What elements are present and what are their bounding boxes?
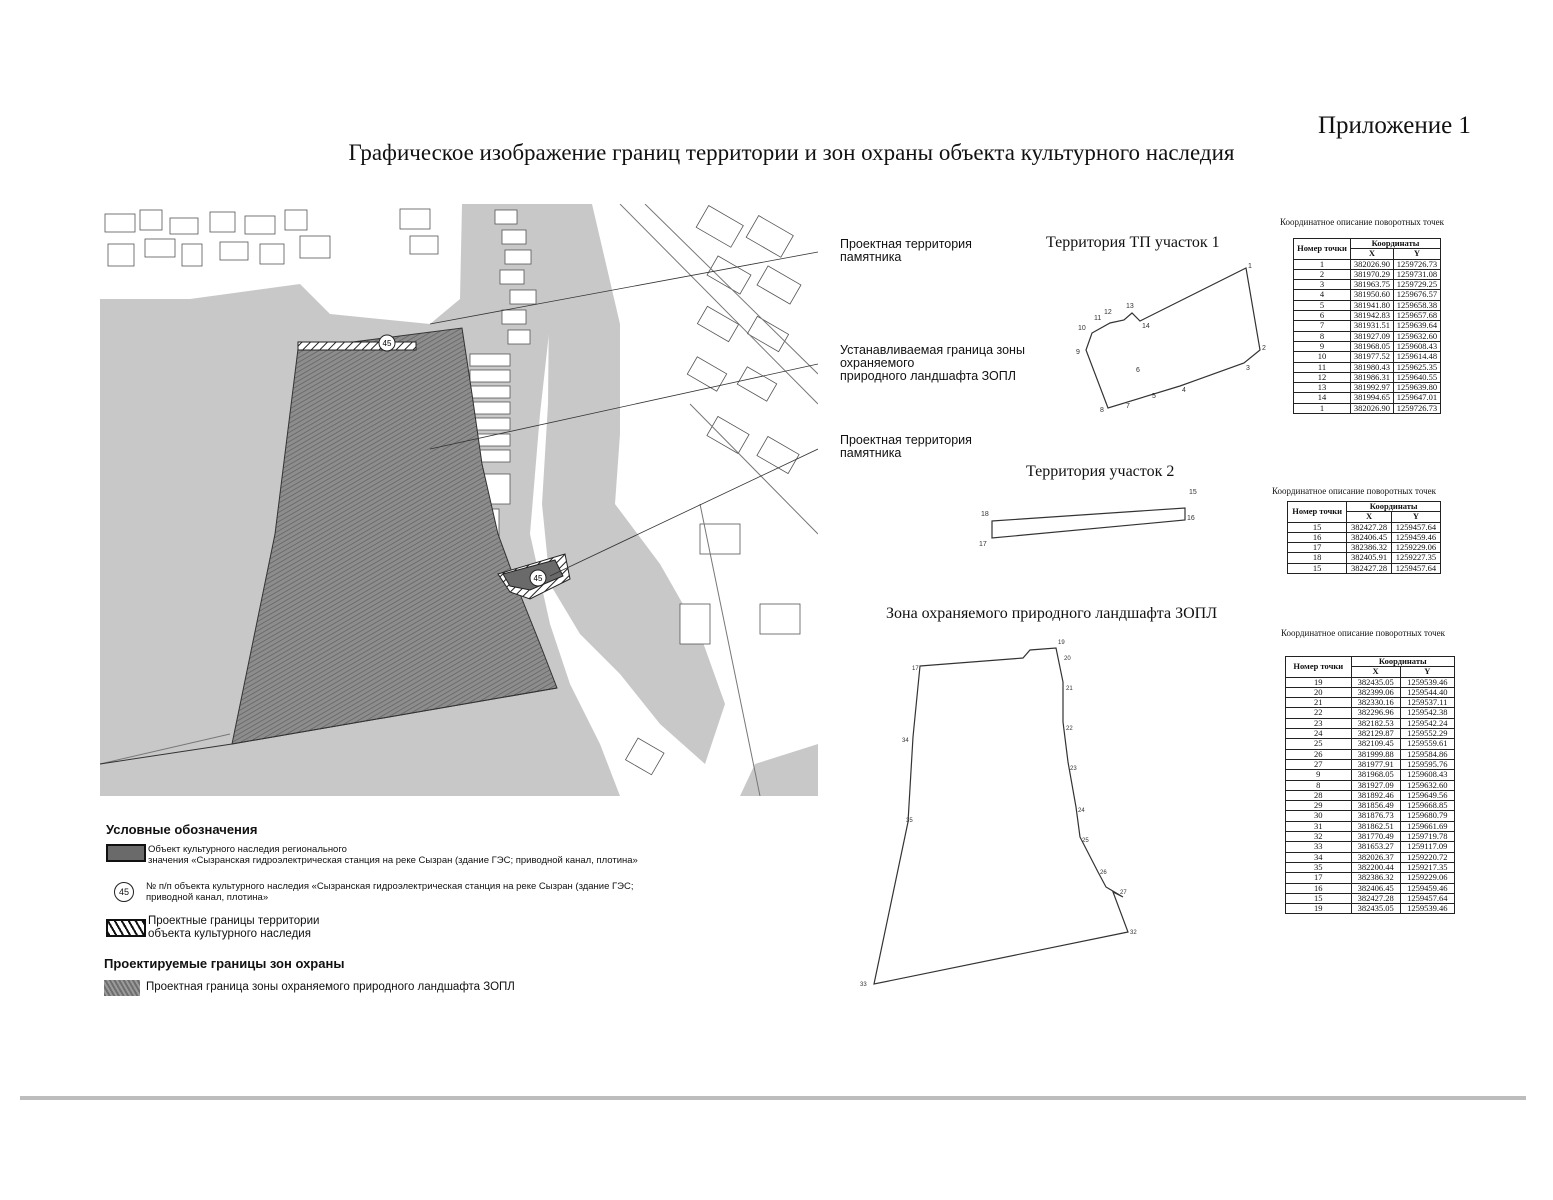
- table-row: [1294, 300, 1441, 310]
- point-number: 30: [1286, 811, 1352, 821]
- coord-y: 1259544.40: [1400, 687, 1454, 697]
- callout-zopl-boundary: Устанавливаемая граница зоны охраняемого природного ландшафта ЗОПЛ: [840, 343, 1025, 383]
- svg-text:10: 10: [1078, 325, 1086, 332]
- coord-y: 1259595.76: [1400, 759, 1454, 769]
- coord-x: 382406.45: [1347, 532, 1392, 542]
- coord-x: 381992.97: [1351, 383, 1394, 393]
- point-number: 16: [1286, 883, 1352, 893]
- svg-text:18: 18: [981, 511, 989, 518]
- coord-y: 1259457.64: [1391, 563, 1440, 573]
- coord-x: 381977.91: [1351, 759, 1400, 769]
- svg-text:25: 25: [1082, 838, 1089, 844]
- table-row: [1288, 553, 1441, 563]
- table-row: [1294, 321, 1441, 331]
- point-number: 9: [1294, 341, 1351, 351]
- coord-y: 1259559.61: [1400, 739, 1454, 749]
- plot1-title: Территория ТП участок 1: [1046, 234, 1220, 251]
- coord-y: 1259457.64: [1391, 522, 1440, 532]
- coord-x: 381653.27: [1351, 842, 1400, 852]
- table-row: [1294, 331, 1441, 341]
- point-number: 19: [1286, 677, 1352, 687]
- point-number: 8: [1286, 780, 1352, 790]
- coord-y: 1259459.46: [1400, 883, 1454, 893]
- coord-y: 1259584.86: [1400, 749, 1454, 759]
- table-row: [1286, 780, 1455, 790]
- plot3-title: Зона охраняемого природного ландшафта ЗОПЛ: [886, 605, 1218, 622]
- svg-text:45: 45: [382, 339, 392, 348]
- svg-text:33: 33: [860, 982, 867, 988]
- coord-y: 1259726.73: [1393, 403, 1440, 413]
- coord-y: 1259459.46: [1391, 532, 1440, 542]
- coord-x: 382435.05: [1351, 677, 1400, 687]
- coord-x: 382109.45: [1351, 739, 1400, 749]
- svg-text:11: 11: [1094, 315, 1102, 322]
- table-row: [1286, 832, 1455, 842]
- point-number: 6: [1294, 311, 1351, 321]
- plot2-title: Территория участок 2: [1026, 463, 1175, 480]
- table-header-y: Y: [1391, 512, 1440, 522]
- coord-y: 1259680.79: [1400, 811, 1454, 821]
- table-row: [1288, 532, 1441, 542]
- svg-text:15: 15: [1189, 489, 1197, 496]
- table-header-number: Номер точки: [1286, 657, 1352, 678]
- coord-x: 381968.05: [1351, 770, 1400, 780]
- table-header-coords: Координаты: [1351, 657, 1454, 667]
- coord-y: 1259657.68: [1393, 311, 1440, 321]
- legend-item-object: Объект культурного наследия регионального значения «Сызранская гидроэлектрическая станция на реке Сызран (здание ГЭС; приводной канал, плотина»: [148, 844, 638, 866]
- coord-x: 381994.65: [1351, 393, 1394, 403]
- point-number: 24: [1286, 729, 1352, 739]
- legend-item-project-territory: Проектные границы территории объекта культурного наследия: [148, 915, 320, 940]
- coord-y: 1259731.08: [1393, 269, 1440, 279]
- point-number: 2: [1294, 269, 1351, 279]
- coord-x: 382427.28: [1351, 893, 1400, 903]
- page-bottom-rule: [20, 1096, 1526, 1100]
- coord-x: 381892.46: [1351, 790, 1400, 800]
- coord-x: 382427.28: [1347, 522, 1392, 532]
- svg-text:24: 24: [1078, 808, 1085, 814]
- point-number: 21: [1286, 698, 1352, 708]
- table-row: [1288, 563, 1441, 573]
- coord-y: 1259719.78: [1400, 832, 1454, 842]
- project-territory-strip: [298, 342, 416, 350]
- coord-x: 382427.28: [1347, 563, 1392, 573]
- point-number: 23: [1286, 718, 1352, 728]
- coord-y: 1259220.72: [1400, 852, 1454, 862]
- coord-x: 381963.75: [1351, 280, 1394, 290]
- coord-x: 382026.90: [1351, 403, 1394, 413]
- point-number: 17: [1288, 543, 1347, 553]
- table-row: [1294, 393, 1441, 403]
- point-number: 1: [1294, 259, 1351, 269]
- coord-y: 1259539.46: [1400, 904, 1454, 914]
- point-number: 18: [1288, 553, 1347, 563]
- coord-y: 1259729.25: [1393, 280, 1440, 290]
- legend-subheading: Проектируемые границы зон охраны: [104, 956, 345, 971]
- coord-y: 1259639.80: [1393, 383, 1440, 393]
- coord-y: 1259217.35: [1400, 862, 1454, 872]
- table-row: [1294, 311, 1441, 321]
- point-number: 22: [1286, 708, 1352, 718]
- coord-y: 1259537.11: [1400, 698, 1454, 708]
- coord-x: 382405.91: [1347, 553, 1392, 563]
- svg-text:13: 13: [1126, 303, 1134, 310]
- coord-x: 382296.96: [1351, 708, 1400, 718]
- coords-table-1: [1293, 238, 1441, 414]
- svg-text:4: 4: [1182, 387, 1186, 394]
- coords-table-3: [1285, 656, 1455, 914]
- coord-x: 382026.37: [1351, 852, 1400, 862]
- coord-y: 1259227.35: [1391, 553, 1440, 563]
- table-row: [1286, 873, 1455, 883]
- table-row: [1294, 362, 1441, 372]
- svg-text:17: 17: [912, 666, 919, 672]
- table-row: [1286, 718, 1455, 728]
- table-row: [1286, 729, 1455, 739]
- svg-text:21: 21: [1066, 686, 1073, 692]
- svg-text:17: 17: [979, 541, 987, 548]
- coord-x: 382200.44: [1351, 862, 1400, 872]
- table-row: [1294, 280, 1441, 290]
- svg-text:20: 20: [1064, 656, 1071, 662]
- coord-x: 381968.05: [1351, 341, 1394, 351]
- legend-swatch-zopl: [104, 980, 140, 996]
- coord-y: 1259676.57: [1393, 290, 1440, 300]
- coord-x: 381986.31: [1351, 372, 1394, 382]
- table2-body: [1288, 522, 1441, 573]
- legend-swatch-project-territory: [106, 919, 146, 937]
- point-number: 28: [1286, 790, 1352, 800]
- coord-x: 382435.05: [1351, 904, 1400, 914]
- table-row: [1286, 770, 1455, 780]
- table-row: [1286, 739, 1455, 749]
- cadastral-map: [100, 204, 818, 796]
- coord-y: 1259658.38: [1393, 300, 1440, 310]
- table-row: [1288, 543, 1441, 553]
- point-number: 15: [1286, 893, 1352, 903]
- plot1-outline: [1070, 258, 1270, 418]
- coord-y: 1259649.56: [1400, 790, 1454, 800]
- table-row: [1294, 290, 1441, 300]
- point-number: 13: [1294, 383, 1351, 393]
- coord-x: 381862.51: [1351, 821, 1400, 831]
- coord-x: 382026.90: [1351, 259, 1394, 269]
- coord-x: 382129.87: [1351, 729, 1400, 739]
- svg-text:34: 34: [902, 738, 909, 744]
- table-row: [1286, 852, 1455, 862]
- legend-swatch-object: [106, 844, 146, 862]
- table3-body: [1286, 677, 1455, 914]
- point-number: 15: [1288, 522, 1347, 532]
- table-row: [1286, 677, 1455, 687]
- callout-project-territory-1: Проектная территория памятника: [840, 237, 972, 264]
- table-header-x: X: [1351, 667, 1400, 677]
- point-number: 34: [1286, 852, 1352, 862]
- appendix-label: Приложение 1: [1318, 112, 1471, 139]
- table-row: [1286, 687, 1455, 697]
- coord-y: 1259625.35: [1393, 362, 1440, 372]
- table-row: [1294, 403, 1441, 413]
- table-row: [1294, 341, 1441, 351]
- table-header-y: Y: [1393, 249, 1440, 259]
- coord-y: 1259117.09: [1400, 842, 1454, 852]
- table-row: [1294, 383, 1441, 393]
- coord-y: 1259229.06: [1391, 543, 1440, 553]
- coord-x: 381950.60: [1351, 290, 1394, 300]
- svg-text:12: 12: [1104, 309, 1112, 316]
- coord-x: 381927.09: [1351, 331, 1394, 341]
- coord-y: 1259457.64: [1400, 893, 1454, 903]
- svg-text:7: 7: [1126, 403, 1130, 410]
- table-row: [1286, 759, 1455, 769]
- svg-text:8: 8: [1100, 407, 1104, 414]
- table2-caption: Координатное описание поворотных точек: [1272, 486, 1437, 496]
- coord-y: 1259608.43: [1393, 341, 1440, 351]
- point-number: 8: [1294, 331, 1351, 341]
- coord-y: 1259632.60: [1393, 331, 1440, 341]
- coord-x: 381970.29: [1351, 269, 1394, 279]
- table-header-x: X: [1347, 512, 1392, 522]
- point-number: 33: [1286, 842, 1352, 852]
- table1-body: [1294, 259, 1441, 413]
- point-number: 25: [1286, 739, 1352, 749]
- legend-item-zopl: Проектная граница зоны охраняемого природного ландшафта ЗОПЛ: [146, 981, 515, 993]
- coord-y: 1259632.60: [1400, 780, 1454, 790]
- table-row: [1286, 862, 1455, 872]
- point-number: 7: [1294, 321, 1351, 331]
- table-row: [1286, 883, 1455, 893]
- point-number: 1: [1294, 403, 1351, 413]
- point-number: 19: [1286, 904, 1352, 914]
- svg-text:6: 6: [1136, 367, 1140, 374]
- svg-text:1: 1: [1248, 263, 1252, 270]
- callout-project-territory-2: Проектная территория памятника: [840, 433, 972, 460]
- plot3-outline: [858, 632, 1158, 992]
- coord-x: 382406.45: [1351, 883, 1400, 893]
- svg-text:23: 23: [1070, 766, 1077, 772]
- coord-y: 1259539.46: [1400, 677, 1454, 687]
- point-number: 15: [1288, 563, 1347, 573]
- coord-x: 381980.43: [1351, 362, 1394, 372]
- table-row: [1294, 259, 1441, 269]
- coord-x: 381876.73: [1351, 811, 1400, 821]
- coord-x: 382386.32: [1351, 873, 1400, 883]
- table-row: [1286, 842, 1455, 852]
- table-row: [1294, 269, 1441, 279]
- coord-x: 382386.32: [1347, 543, 1392, 553]
- svg-text:32: 32: [1130, 930, 1137, 936]
- coord-y: 1259640.55: [1393, 372, 1440, 382]
- svg-text:35: 35: [906, 818, 913, 824]
- svg-text:16: 16: [1187, 515, 1195, 522]
- point-number: 32: [1286, 832, 1352, 842]
- point-number: 12: [1294, 372, 1351, 382]
- coord-y: 1259647.01: [1393, 393, 1440, 403]
- coord-y: 1259542.38: [1400, 708, 1454, 718]
- svg-text:26: 26: [1100, 870, 1107, 876]
- table-row: [1286, 801, 1455, 811]
- table-header-x: X: [1351, 249, 1394, 259]
- point-number: 27: [1286, 759, 1352, 769]
- point-number: 26: [1286, 749, 1352, 759]
- table-row: [1286, 708, 1455, 718]
- table-row: [1286, 790, 1455, 800]
- coord-x: 381941.80: [1351, 300, 1394, 310]
- coord-y: 1259229.06: [1400, 873, 1454, 883]
- point-number: 31: [1286, 821, 1352, 831]
- coord-y: 1259639.64: [1393, 321, 1440, 331]
- coord-y: 1259668.85: [1400, 801, 1454, 811]
- table-row: [1286, 821, 1455, 831]
- coord-y: 1259608.43: [1400, 770, 1454, 780]
- table-row: [1286, 749, 1455, 759]
- svg-text:19: 19: [1058, 640, 1065, 646]
- svg-text:5: 5: [1152, 393, 1156, 400]
- table-row: [1294, 352, 1441, 362]
- object-marker-lower: [530, 570, 546, 586]
- coord-x: 381999.88: [1351, 749, 1400, 759]
- table-header-y: Y: [1400, 667, 1454, 677]
- table-row: [1288, 522, 1441, 532]
- object-marker-upper: [379, 335, 395, 351]
- svg-text:45: 45: [533, 574, 543, 583]
- point-number: 35: [1286, 862, 1352, 872]
- svg-text:14: 14: [1142, 323, 1150, 330]
- table-header-number: Номер точки: [1294, 239, 1351, 260]
- point-number: 16: [1288, 532, 1347, 542]
- table-header-number: Номер точки: [1288, 502, 1347, 523]
- svg-text:3: 3: [1246, 365, 1250, 372]
- point-number: 4: [1294, 290, 1351, 300]
- coord-x: 382182.53: [1351, 718, 1400, 728]
- coord-x: 382399.06: [1351, 687, 1400, 697]
- table1-caption: Координатное описание поворотных точек: [1280, 217, 1445, 227]
- point-number: 17: [1286, 873, 1352, 883]
- point-number: 10: [1294, 352, 1351, 362]
- point-number: 20: [1286, 687, 1352, 697]
- legend-heading: Условные обозначения: [106, 822, 258, 837]
- coord-x: 381977.52: [1351, 352, 1394, 362]
- svg-text:27: 27: [1120, 890, 1127, 896]
- table-row: [1286, 904, 1455, 914]
- table-header-coords: Координаты: [1351, 239, 1441, 249]
- coord-x: 381942.83: [1351, 311, 1394, 321]
- point-number: 11: [1294, 362, 1351, 372]
- svg-text:2: 2: [1262, 345, 1266, 352]
- svg-text:9: 9: [1076, 349, 1080, 356]
- coord-x: 381856.49: [1351, 801, 1400, 811]
- point-number: 9: [1286, 770, 1352, 780]
- point-number: 29: [1286, 801, 1352, 811]
- coord-x: 381927.09: [1351, 780, 1400, 790]
- table3-caption: Координатное описание поворотных точек: [1281, 628, 1446, 638]
- legend-badge-number: 45: [114, 882, 134, 902]
- svg-text:22: 22: [1066, 726, 1073, 732]
- table-header-coords: Координаты: [1347, 502, 1441, 512]
- coord-y: 1259542.24: [1400, 718, 1454, 728]
- coord-y: 1259661.69: [1400, 821, 1454, 831]
- point-number: 14: [1294, 393, 1351, 403]
- document-title: Графическое изображение границ территории и зон охраны объекта культурного наследия: [348, 140, 1235, 165]
- coords-table-2: [1287, 501, 1441, 574]
- point-number: 5: [1294, 300, 1351, 310]
- table-row: [1286, 698, 1455, 708]
- point-number: 3: [1294, 280, 1351, 290]
- table-row: [1286, 893, 1455, 903]
- table-row: [1286, 811, 1455, 821]
- coord-y: 1259614.48: [1393, 352, 1440, 362]
- coord-x: 382330.16: [1351, 698, 1400, 708]
- coord-x: 381770.49: [1351, 832, 1400, 842]
- legend-item-number: № п/п объекта культурного наследия «Сызранская гидроэлектрическая станция на реке Сызран (здание ГЭС; приводной канал, плотина»: [146, 881, 634, 903]
- coord-x: 381931.51: [1351, 321, 1394, 331]
- coord-y: 1259552.29: [1400, 729, 1454, 739]
- plot2-outline: [975, 484, 1205, 554]
- table-row: [1294, 372, 1441, 382]
- coord-y: 1259726.73: [1393, 259, 1440, 269]
